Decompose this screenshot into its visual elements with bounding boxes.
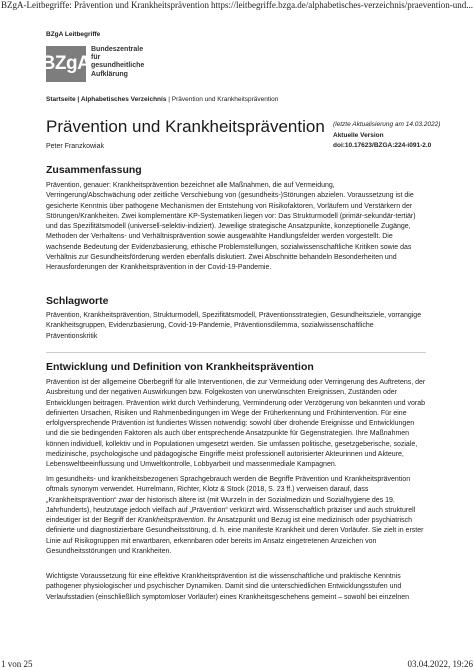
development-paragraph-1: Prävention ist der allgemeine Oberbegriff für alle Interventionen, die zur Vermeidung oder Verringerung des Auftretens, der Ausbreitung und der negativen Auswirkungen bzw. Folgekosten von unerwünschten Ereignissen, Zuständen oder Entwicklungen beitragen. Prävention wirkt durch Verhinderung, Verminderung oder Verzögerung von bekannten und vorab definierten Ursachen, Risiken und Rahmenbedingungen im Wege der Früherkennung und Frühintervention. Für eine erfolgversprechende Prävention ist fundiertes Wissen notwendig: sowohl über drohende Ereignisse und Entwicklungen und die sie bedingenden Faktoren als auch über entsprechende Ansatzpunkte für Gegenstrategien. Ihre Maßnahmen können individuell, kollektiv und in Populationen umgesetzt werden. Sie umfassen politische, gesetzgeberische, soziale, medizinische, psychologische und pädagogische Eingriffe meist professionell autorisierter Akteurinnen und Akteure, Lebensweltbeeinflussung und Umweltkontrolle, Lobbyarbeit und massenmediale Kampagnen. xyxy=(46,379,426,469)
logo-line: Bundeszentrale xyxy=(91,46,144,53)
doi-link[interactable]: doi:10.17623/BZGA:224-i091-2.0 xyxy=(333,142,432,149)
paragraph-text: Im gesundheits- und krankheitsbezogenen Sprachgebrauch werden die Begriffe Prävention und Krankheitsprävention oftmals synonym verwendet. Hurrelmann, Richter, Klotz & Stock (2018, S. 23 ff.) verweisen darauf, dass „Krankheitsprävention“ zwar der historisch ältere ist (mit Wurzeln in der Sozialmedizin und Sozialhygiene des 19. Jahrhunderts), heutzutage jedoch vielfach auf „Prävention“ verkürzt wird. Wissenschaftlich präziser und auch strukturell eindeutiger ist der Begriff der xyxy=(46,476,416,525)
article-meta xyxy=(333,120,440,152)
print-footer-datetime: 03.04.2022, 19:26 xyxy=(407,659,473,669)
development-paragraph-3: Wichtigste Voraussetzung für eine effektive Krankheitsprävention ist die wissenschaftliche und praktische Kenntnis pathogener physiologischer und psychischer Dynamiken. Damit sind die unterschiedlichen Entwicklungsstufen und Verlaufsstadien (einschließlich symptomloser Vorläufer) eines Krankheitsgeschehens gemeint – sowohl bei einzelnen xyxy=(46,573,410,601)
emphasized-term: Krankheitsprävention xyxy=(137,517,204,525)
version-label[interactable]: Aktuelle Version xyxy=(333,131,384,139)
keywords-heading: Schlagworte xyxy=(46,295,109,307)
paragraph-text: . Ihr Ansatzpunkt und Bezug ist eine medizinisch oder psychiatrisch definierte und diagnostizierbare Gesundheitsstörung, d. h. eine manifeste Krankheit und deren Vorläufer. Sie zielt in erster Linie auf Risikogruppen mit erwartbaren, erkennbaren oder bereits im Ansatz eingetretenen Anzeichen von Gesundheitsstörungen und Krankheiten. xyxy=(46,517,424,556)
page-title: Prävention und Krankheitsprävention xyxy=(46,117,325,136)
breadcrumb-index[interactable]: Alphabetisches Verzeichnis xyxy=(80,96,167,103)
development-paragraph-2 xyxy=(46,475,426,557)
breadcrumb xyxy=(46,96,278,103)
breadcrumb-current: Prävention und Krankheitsprävention xyxy=(171,96,279,103)
logo-mark: BZgA xyxy=(46,46,86,82)
logo-wordmark xyxy=(91,46,144,79)
summary-text: Prävention, genauer: Krankheitsprävention bezeichnet alle Maßnahmen, die auf Vermeidung, Verringerung/Abschwächung oder zeitliche Verschiebung von (gesundheits-)Störungen abzielen. Voraussetzung ist die gesicherte Kenntnis über pathogene Mechanismen der Entstehung von Risikofaktoren, Vorläufern und Verstärkern der Störungen/Krankheiten. Zwei komplementäre KP-Systematiken liegen vor: Das Strukturmodell (primär-sekundär-tertiär) und das Spezifitätsmodell (universell-selektiv-indiziert). Jeweilige strategische Ansatzpunkte, konzeptionelle Zugänge, Methoden der Verhaltens- und Verhältnisprävention sowie ausgewählte Handlungsfelder werden vorgestellt. Die wachsende Bedeutung der Evidenzbasierung, ethische Problemstellungen, sozialwissenschaftliche Kritiken sowie das Verhältnis zur Gesundheitsförderung werden ebenfalls diskutiert. Zwei Abschnitte behandeln Besonderheiten und Herausforderungen der Krankheitsprävention in der Covid-19-Pandemie. xyxy=(46,182,416,272)
logo-line: Aufklärung xyxy=(91,70,128,78)
bzga-logo[interactable] xyxy=(41,46,145,82)
breadcrumb-separator: | xyxy=(75,96,81,103)
summary-heading: Zusammenfassung xyxy=(46,164,142,176)
print-header-title: BZgA-Leitbegriffe: Prävention und Krankheitsprävention xyxy=(1,0,210,10)
breadcrumb-home[interactable]: Startseite xyxy=(46,96,76,103)
print-footer-page: 1 von 25 xyxy=(1,659,33,669)
author-name[interactable]: Peter Franzkowiak xyxy=(46,143,104,150)
keywords-text: Prävention, Krankheitsprävention, Strukturmodell, Spezifitätsmodell, Präventionsstrategien, Gesundheitsziele, vorrangige Krankheitsgruppen, Evidenzbasierung, Covid-19-Pandemie, Präventionsdilemma, sozialwissenschaftliche Präventionskritik xyxy=(46,312,422,340)
last-updated: (letzte Aktualisierung am 14.03.2022) xyxy=(333,121,441,128)
section-divider xyxy=(46,352,426,353)
logo-line: für xyxy=(91,54,101,62)
logo-line: gesundheitliche xyxy=(91,62,145,70)
breadcrumb-separator: | xyxy=(166,96,172,103)
print-header-url: https://leitbegriffe.bzga.de/alphabetisches-verzeichnis/praevention-und... xyxy=(211,0,473,10)
site-name[interactable]: BZgA Leitbegriffe xyxy=(46,31,101,38)
development-heading: Entwicklung und Definition von Krankheitsprävention xyxy=(46,361,314,373)
